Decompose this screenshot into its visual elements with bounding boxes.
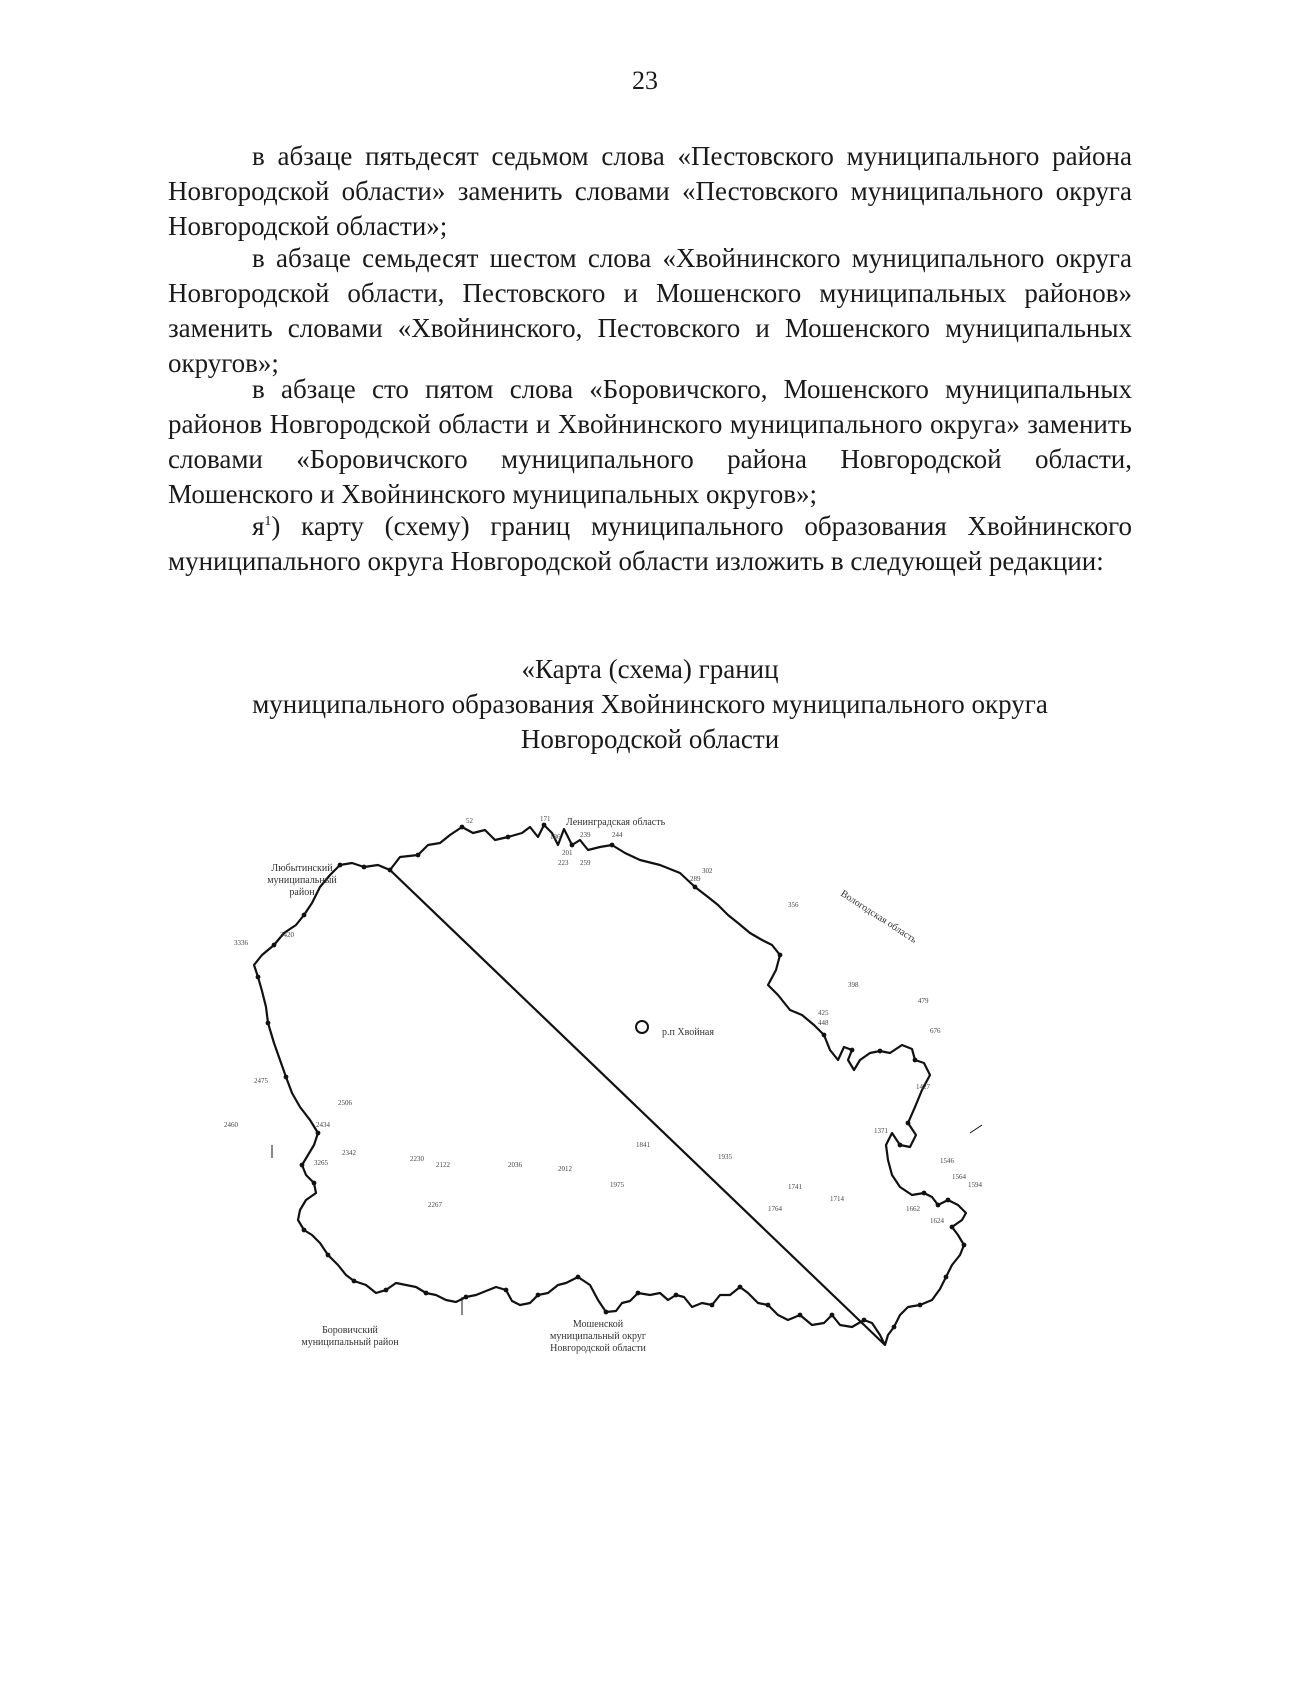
point-number: 2434 xyxy=(316,1121,330,1129)
point-number: 2122 xyxy=(436,1161,450,1169)
boundary-map-svg xyxy=(224,815,1140,1395)
point-number: 1624 xyxy=(930,1217,944,1225)
settlement-marker-icon xyxy=(636,1021,648,1033)
boundary-map xyxy=(224,815,1140,1395)
map-title-line-3: Новгородской области xyxy=(520,724,780,754)
node-dot xyxy=(460,825,465,830)
point-number: 1594 xyxy=(968,1181,982,1189)
paragraph-1: в абзаце пятьдесят седьмом слова «Пестовского муниципального района Новгородской области» заменить словами «Пестовского муниципального округа Новгородской области»; xyxy=(168,141,1132,241)
node-dot xyxy=(950,1225,955,1230)
point-number: 356 xyxy=(788,901,799,909)
label-vologda-region: Вологодская область xyxy=(838,888,919,946)
node-dot xyxy=(464,1295,469,1300)
point-number: 2230 xyxy=(410,1155,424,1163)
node-dot xyxy=(946,1198,951,1203)
map-title xyxy=(160,652,1140,757)
label-lyubytino-1: Любытинский xyxy=(271,863,333,874)
point-number: 2342 xyxy=(342,1149,356,1157)
node-dot xyxy=(504,1288,509,1293)
node-dot xyxy=(913,1058,918,1063)
node-dot xyxy=(862,1318,867,1323)
point-number: 2506 xyxy=(338,1099,352,1107)
point-number-labels xyxy=(224,815,983,1225)
label-lyubytino-2: муниципальный xyxy=(267,875,337,886)
page-number: 23 xyxy=(632,66,658,95)
node-dot xyxy=(338,863,343,868)
point-number: 2036 xyxy=(508,1161,522,1169)
point-number: 448 xyxy=(818,1019,829,1027)
node-dot xyxy=(266,1021,271,1026)
node-dot xyxy=(312,1181,317,1186)
point-number: 3265 xyxy=(314,1159,328,1167)
label-moshenskoy-3: Новгородской области xyxy=(550,1343,646,1354)
node-dot xyxy=(878,1049,883,1054)
node-dot xyxy=(416,853,421,858)
node-dot xyxy=(424,1291,429,1296)
label-moshenskoy-2: муниципальный округ xyxy=(550,1331,646,1342)
point-number: 239 xyxy=(580,831,591,839)
point-number: 1714 xyxy=(830,1195,844,1203)
point-number: 1975 xyxy=(610,1181,624,1189)
node-dot xyxy=(798,1313,803,1318)
point-number: 223 xyxy=(558,859,569,867)
boundary-tick-right xyxy=(970,1125,982,1133)
paragraph-2: в абзаце семьдесят шестом слова «Хвойнинского муниципального округа Новгородской области, Пестовского и Мошенского муниципальных районов» заменить словами «Хвойнинского, Пестовского и Мошенского муниципальных округов»; xyxy=(168,243,1132,378)
node-dot xyxy=(830,1313,835,1318)
node-dot xyxy=(362,865,367,870)
node-dot xyxy=(922,1191,927,1196)
point-number: 1741 xyxy=(788,1183,802,1191)
point-number: 1427 xyxy=(916,1083,930,1091)
node-dot xyxy=(302,1228,307,1233)
point-number: 2460 xyxy=(224,1121,238,1129)
node-dot xyxy=(326,1253,331,1258)
node-dot xyxy=(506,835,511,840)
point-number: 259 xyxy=(580,859,591,867)
point-number: 171 xyxy=(540,815,551,823)
point-number: 1546 xyxy=(940,1157,954,1165)
label-borovichi-1: Боровичский xyxy=(322,1325,378,1336)
node-dot xyxy=(542,823,547,828)
point-number: 289 xyxy=(690,875,701,883)
node-dot xyxy=(604,1310,609,1315)
paragraph-4 xyxy=(168,504,1132,579)
node-dot xyxy=(944,1275,949,1280)
node-dot xyxy=(316,1131,321,1136)
point-number: 1764 xyxy=(768,1205,782,1213)
point-number: 2012 xyxy=(558,1165,572,1173)
node-dot xyxy=(766,1303,771,1308)
node-dot xyxy=(300,1163,305,1168)
paragraph-3: в абзаце сто пятом слова «Боровичского, Мошенского муниципальных районов Новгородской области и Хвойнинского муниципального округа» заменить словами «Боровичского муниципального района Новгородской области, Мошенского и Хвойнинского муниципальных округов»; xyxy=(168,374,1132,509)
paragraph-4-text: ) карту (схему) границ муниципального образования Хвойнинского муниципального округа Новгородской области изложить в следующей редакции: xyxy=(168,511,1132,576)
node-dot xyxy=(284,1075,289,1080)
point-number: 244 xyxy=(612,831,623,839)
node-dot xyxy=(892,1325,897,1330)
point-number: 1662 xyxy=(906,1205,920,1213)
point-number: 1841 xyxy=(636,1141,650,1149)
point-number: 1371 xyxy=(874,1127,888,1135)
paragraph-4-prefix: я xyxy=(252,511,265,541)
node-dot xyxy=(610,843,615,848)
node-dot xyxy=(936,1203,941,1208)
point-number: 3420 xyxy=(280,931,294,939)
point-number: 676 xyxy=(930,1027,941,1035)
label-moshenskoy-1: Мошенской xyxy=(572,1319,624,1330)
point-number: 398 xyxy=(848,981,859,989)
node-dot xyxy=(256,975,261,980)
point-number: 479 xyxy=(918,997,929,1005)
node-dot xyxy=(636,1291,641,1296)
node-dot xyxy=(302,913,307,918)
node-dot xyxy=(822,1033,827,1038)
node-dot xyxy=(576,1275,581,1280)
point-number: 1935 xyxy=(718,1153,732,1161)
node-dot xyxy=(536,1293,541,1298)
point-number: 52 xyxy=(466,817,473,825)
node-dot xyxy=(850,1048,855,1053)
point-number: 201 xyxy=(562,849,573,857)
point-number: 3336 xyxy=(234,939,248,947)
node-dot xyxy=(778,953,783,958)
node-dot xyxy=(710,1303,715,1308)
map-title-line-2: муниципального образования Хвойнинского муниципального округа xyxy=(252,689,1048,719)
point-number: 2475 xyxy=(254,1077,268,1085)
label-settlement-center: р.п Хвойная xyxy=(662,1027,714,1038)
node-dot xyxy=(738,1285,743,1290)
node-dot xyxy=(272,943,277,948)
node-dot xyxy=(693,885,698,890)
map-title-line-1: «Карта (схема) границ xyxy=(521,654,779,684)
point-number: 1564 xyxy=(952,1173,966,1181)
point-number: 425 xyxy=(818,1009,829,1017)
label-lyubytino-3: район xyxy=(289,887,315,898)
node-dot xyxy=(918,1303,923,1308)
label-borovichi-2: муниципальный район xyxy=(301,1337,399,1348)
node-dot xyxy=(906,1121,911,1126)
point-number: 186 xyxy=(550,833,561,841)
node-dot xyxy=(384,1288,389,1293)
node-dot xyxy=(898,1143,903,1148)
label-leningrad-region: Ленинградская область xyxy=(566,817,666,828)
point-number: 2267 xyxy=(428,1201,442,1209)
point-number: 302 xyxy=(702,867,713,875)
node-dot xyxy=(388,868,393,873)
node-dot xyxy=(570,843,575,848)
node-dot xyxy=(352,1279,357,1284)
node-dot xyxy=(674,1293,679,1298)
node-dot xyxy=(962,1243,967,1248)
paragraph-4-superscript: 1 xyxy=(264,514,272,529)
